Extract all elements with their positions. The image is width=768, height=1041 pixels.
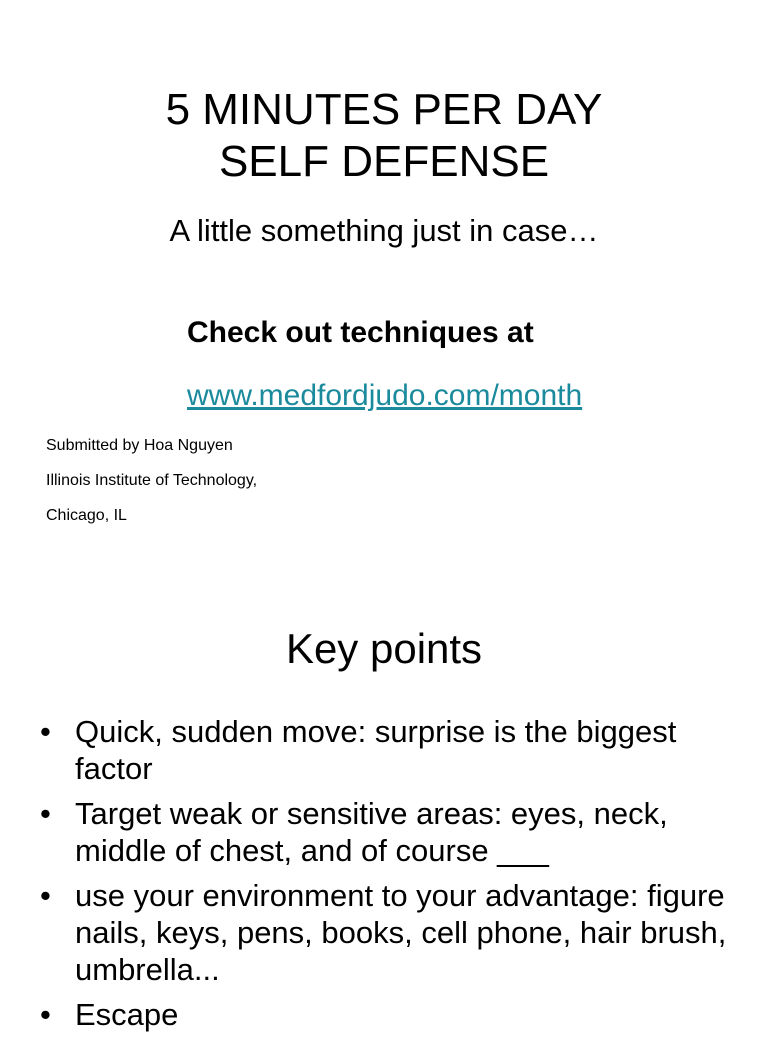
bullet-icon: •	[40, 997, 51, 1032]
credit-author: Submitted by Hoa Nguyen	[46, 437, 233, 454]
list-item-text: Quick, sudden move: surprise is the biggest factor	[75, 714, 677, 786]
title-line-2: SELF DEFENSE	[218, 137, 550, 186]
key-points-list	[40, 713, 740, 1041]
bullet-icon: •	[40, 714, 51, 749]
credit-location: Chicago, IL	[46, 507, 127, 524]
slide-2	[0, 560, 768, 1032]
key-points-title: Key points	[285, 625, 483, 672]
techniques-heading: Check out techniques at	[187, 316, 534, 349]
techniques-link[interactable]: www.medfordjudo.com/month	[187, 379, 583, 412]
credit-institution: Illinois Institute of Technology,	[46, 472, 258, 489]
slide-title	[0, 84, 768, 188]
list-item-text: Target weak or sensitive areas: eyes, neck, middle of chest, and of course ___	[75, 796, 668, 868]
list-item	[40, 713, 740, 787]
list-item	[40, 877, 740, 988]
title-line-1: 5 MINUTES PER DAY	[165, 85, 603, 134]
list-item	[40, 996, 740, 1033]
bullet-icon: •	[40, 796, 51, 831]
list-item-text: use your environment to your advantage: figure nails, keys, pens, books, cell phone, hair brush, umbrella...	[75, 878, 727, 987]
credits	[46, 428, 257, 533]
slide-subtitle: A little something just in case…	[169, 213, 599, 248]
list-item	[40, 795, 740, 869]
bullet-icon: •	[40, 878, 51, 913]
list-item-text: Escape	[75, 997, 179, 1032]
